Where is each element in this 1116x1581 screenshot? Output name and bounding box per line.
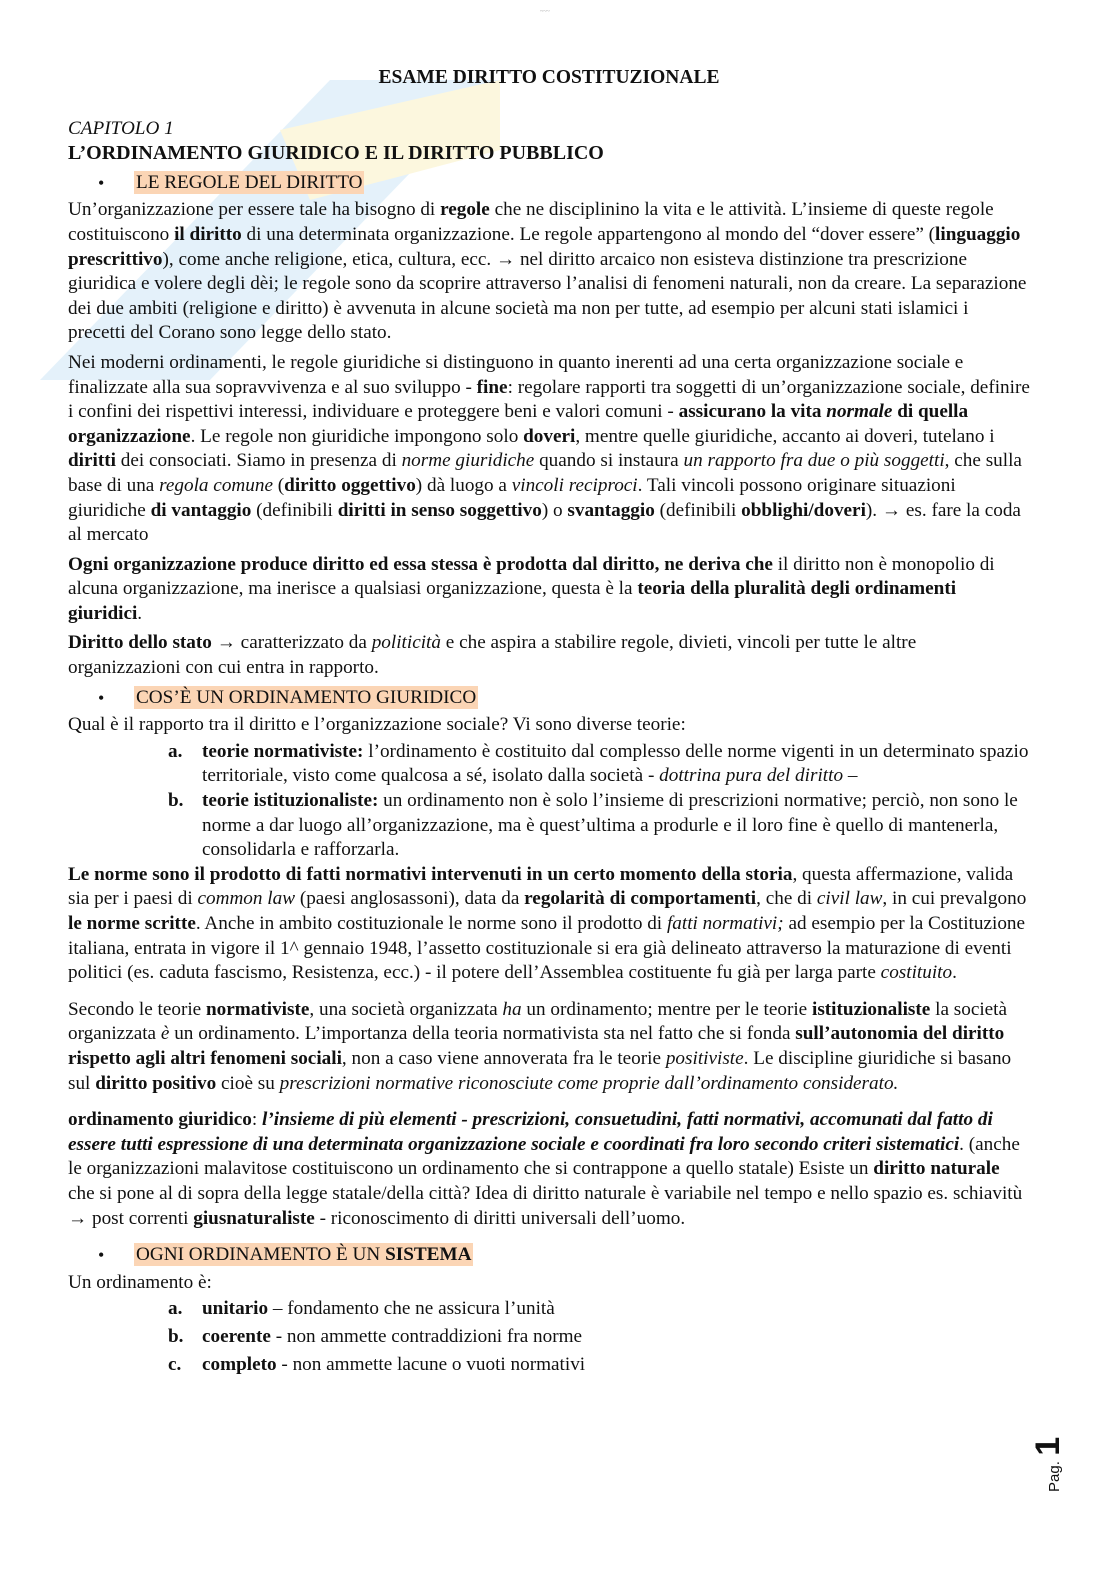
- paragraph-teorie-intro: Qual è il rapporto tra il diritto e l’organizzazione sociale? Vi sono diverse teorie:: [68, 714, 686, 736]
- list-item: b. teorie istituzionaliste: un ordinamento non è solo l’insieme di prescrizioni normative; perciò, non sono le norme a dar luogo all’organizzazione, ma è quest’ultima a produrle e il loro fine è quello di mantenerla, consolidarla e rafforzarla.: [168, 790, 1018, 861]
- paragraph-fatti-normativi: Le norme sono il prodotto di fatti normativi intervenuti in un certo momento della storia, questa affermazione, valida sia per i paesi di common law (paesi anglosassoni), data da regolarità di comportamenti, che di civil law, in cui prevalgono le norme scritte. Anche in ambito costituzionale le norme sono il prodotto di fatti normativi; ad esempio per la Costituzione italiana, entrata in vigore il 1^ gennaio 1948, l’assetto costituzionale si era già delineato attraverso la maturazione di eventi politici (es. caduta fascismo, Resistenza, ecc.) - il potere dell’Assemblea costituente fu già per larga parte costituito.: [68, 863, 1027, 984]
- theories-list: [68, 740, 1030, 863]
- section-heading-ordinamento: [68, 686, 1030, 711]
- properties-list: [68, 1297, 1030, 1377]
- paragraph-normativiste: Secondo le teorie normativiste, una società organizzata ha un ordinamento; mentre per le teorie istituzionaliste la società organizzata è un ordinamento. L’importanza della teoria normativista sta nel fatto che si fonda sull’autonomia del diritto rispetto agli altri fenomeni sociali, non a caso viene annoverata fra le teorie positiviste. Le discipline giuridiche si basano sul diritto positivo cioè su prescrizioni normative riconosciute come proprie dall’ordinamento considerato.: [68, 998, 1012, 1094]
- page-label: Pag.: [1046, 1461, 1063, 1492]
- page-number: [1029, 1420, 1080, 1492]
- document-title: ESAME DIRITTO COSTITUZIONALE: [378, 67, 720, 88]
- bullet-icon: •: [98, 1245, 105, 1266]
- paragraph-definizione: ordinamento giuridico: l’insieme di più elementi - prescrizioni, consuetudini, fatti normativi, accomunati dal fatto di essere tutti espressione di una determinata organizzazione sociale e coordinati fra loro secondo criteri sistematici. (anche le organizzazioni malavitose costituiscono un ordinamento che si contrappone a quello statale) Esiste un diritto naturale che si pone al di sopra della legge statale/della città? Idea di diritto naturale è variabile nel tempo e nello spazio es. schiavitù → post correnti giusnaturaliste - riconoscimento di diritti universali dell’uomo.: [68, 1109, 1023, 1229]
- bullet-icon: •: [98, 687, 105, 708]
- paragraph-diritto-stato: Diritto dello stato → caratterizzato da politicità e che aspira a stabilire regole, divieti, vincoli per tutte le altre organizzazioni con cui entra in rapporto.: [68, 632, 917, 679]
- document-body: [68, 66, 1030, 1377]
- section-heading-text: COS’È UN ORDINAMENTO GIURIDICO: [136, 686, 477, 708]
- paragraph-sistema-intro: Un ordinamento è:: [68, 1271, 212, 1293]
- list-item: c. completo - non ammette lacune o vuoti normativi: [168, 1353, 586, 1375]
- chapter-title: L’ORDINAMENTO GIURIDICO E IL DIRITTO PUBBLICO: [68, 142, 604, 165]
- top-mark: ~~~: [540, 9, 550, 15]
- list-item: a. teorie normativiste: l’ordinamento è costituito dal complesso delle norme vigenti in un determinato spazio territoriale, visto come qualcosa a sé, isolato dalla società - dottrina pura del diritto –: [168, 740, 1029, 787]
- section-heading-text: LE REGOLE DEL DIRITTO: [136, 171, 363, 193]
- chapter-label: CAPITOLO 1: [68, 117, 174, 139]
- section-heading-text: OGNI ORDINAMENTO È UN SISTEMA: [136, 1244, 472, 1266]
- list-item: a. unitario – fondamento che ne assicura l’unità: [168, 1298, 555, 1320]
- list-item: b. coerente - non ammette contraddizioni fra norme: [168, 1325, 583, 1347]
- section-heading-sistema: [68, 1243, 1030, 1268]
- paragraph-regole: Un’organizzazione per essere tale ha bisogno di regole che ne disciplinino la vita e le attività. L’insieme di queste regole costituiscono il diritto di una determinata organizzazione. Le regole appartengono al mondo del “dover essere” (linguaggio prescrittivo), come anche religione, etica, cultura, ecc. → nel diritto arcaico non esisteva distinzione tra prescrizione giuridica e volere degli dèi; le regole sono da scoprire attraverso l’analisi di fenomeni naturali, non da creare. La separazione dei due ambiti (religione e diritto) è avvenuta in alcune società ma non per tutte, ad esempio per alcuni stati islamici i precetti del Corano sono legge dello stato.: [68, 199, 1027, 344]
- section-heading-regole: [68, 171, 1030, 196]
- page-number-value: 1: [1029, 1436, 1067, 1456]
- bullet-icon: •: [98, 172, 105, 193]
- paragraph-ordinamenti-moderni: Nei moderni ordinamenti, le regole giuridiche si distinguono in quanto inerenti ad una certa organizzazione sociale e finalizzate alla sua sopravvivenza e al suo sviluppo - fine: regolare rapporti tra soggetti di un’organizzazione sociale, definire i confini dei rispettivi interessi, individuare e proteggere beni e valori comuni - assicurano la vita normale di quella organizzazione. Le regole non giuridiche impongono solo doveri, mentre quelle giuridiche, accanto ai doveri, tutelano i diritti dei consociati. Siamo in presenza di norme giuridiche quando si instaura un rapporto fra due o più soggetti, che sulla base di una regola comune (diritto oggettivo) dà luogo a vincoli reciproci. Tali vincoli possono originare situazioni giuridiche di vantaggio (definibili diritti in senso soggettivo) o svantaggio (definibili obblighi/doveri). → es. fare la coda al mercato: [68, 351, 1030, 546]
- paragraph-pluralita: Ogni organizzazione produce diritto ed essa stessa è prodotta dal diritto, ne deriva che il diritto non è monopolio di alcuna organizzazione, ma inerisce a qualsiasi organizzazione, questa è la teoria della pluralità degli ordinamenti giuridici.: [68, 553, 995, 624]
